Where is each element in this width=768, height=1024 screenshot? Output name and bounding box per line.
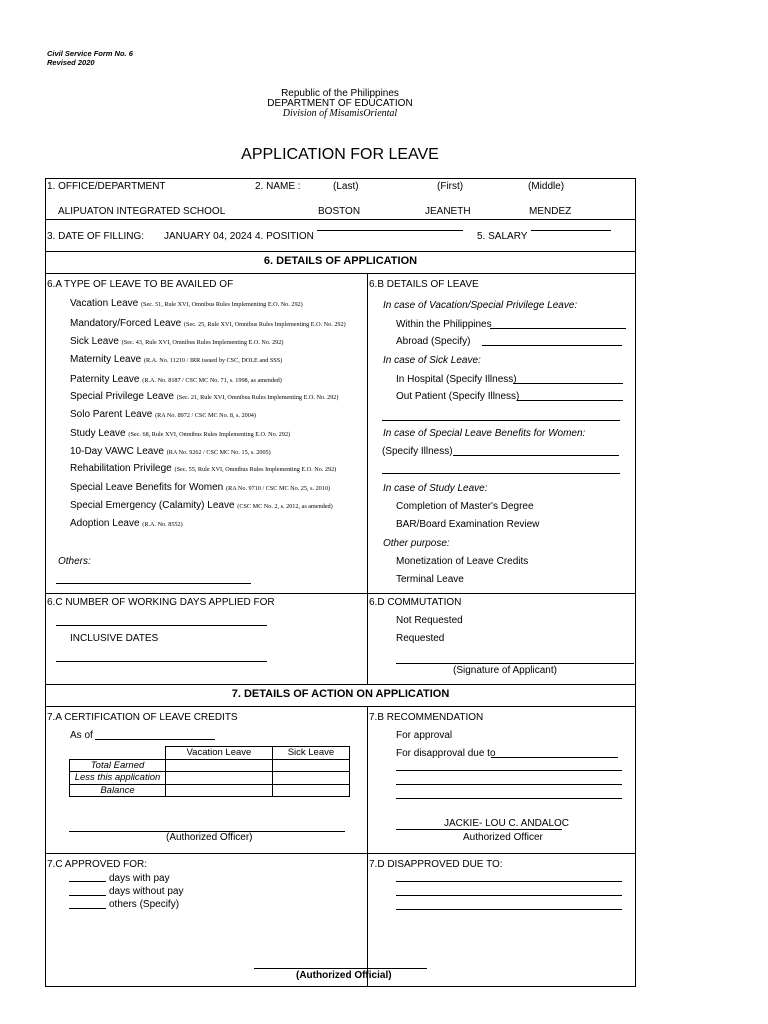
authorized-officer-label: (Authorized Officer) [166,832,253,843]
section6d-label: 6.D COMMUTATION [369,597,462,608]
authorized-official-signature-field[interactable] [254,968,427,969]
leave-type-name: Special Privilege Leave [70,391,174,402]
disapproval-reason-field[interactable] [491,757,618,758]
first-name-value[interactable]: JEANETH [425,206,471,217]
section7c-label: 7.C APPROVED FOR: [47,859,148,870]
leave-type-name: Solo Parent Leave [70,409,153,420]
divider [45,853,636,854]
salary-label: 5. SALARY [477,231,528,242]
leave-type-option[interactable] [70,518,183,529]
other-purpose-heading: Other purpose: [383,538,450,549]
table-row [70,759,350,772]
authorized-official-label: (Authorized Official) [296,970,392,981]
leave-type-option[interactable] [70,463,336,474]
in-hospital-field[interactable] [513,383,623,384]
less-application-label: Less this application [70,772,166,785]
sick-heading: In case of Sick Leave: [383,355,481,366]
vacation-heading: In case of Vacation/Special Privilege Leave: [383,300,578,311]
sick-balance-cell[interactable] [272,784,349,797]
disapproval-reason-line[interactable] [396,770,622,771]
divider [45,251,636,252]
table-row [70,784,350,797]
disapproval-reason-line[interactable] [396,784,622,785]
leave-type-name: Adoption Leave [70,518,140,529]
leave-type-reference: (Sec. 68, Rule XVI, Omnibus Rules Implementing E.O. No. 292) [128,431,291,438]
leave-type-reference: (RA No. 8972 / CSC MC No. 8, s. 2004) [155,412,256,419]
form-number: Civil Service Form No. 6 [47,49,133,58]
section7d-label: 7.D DISAPPROVED DUE TO: [369,859,503,870]
leave-type-name: Vacation Leave [70,298,139,309]
sick-less-cell[interactable] [272,772,349,785]
leave-type-reference: (R.A. No. 11210 / IRR issued by CSC, DOLE and SSS) [143,357,283,364]
leave-type-option[interactable] [70,428,290,439]
leave-type-name: Study Leave [70,428,126,439]
frame-bottom [45,986,636,987]
masters-degree-option[interactable]: Completion of Master's Degree [396,501,534,512]
leave-type-reference: (R.A. No. 8187 / CSC MC No. 71, s. 1998, as amended) [142,377,282,384]
sick-extra-field[interactable] [382,420,620,421]
leave-type-option[interactable] [70,446,271,457]
in-hospital-label: In Hospital (Specify Illness) [396,374,517,385]
last-name-value[interactable]: BOSTON [318,206,361,217]
section6b-label: 6.B DETAILS OF LEAVE [369,279,479,290]
section7-heading: 7. DETAILS OF ACTION ON APPLICATION [231,688,450,700]
leave-type-reference: (Sec. 51, Rule XVI, Omnibus Rules Implementing E.O. No. 292) [140,301,303,308]
frame-left [45,178,46,987]
frame-right [635,178,636,987]
page-title: APPLICATION FOR LEAVE [241,146,439,163]
leave-type-name: Special Emergency (Calamity) Leave [70,500,235,511]
leave-type-reference: (RA No. 9262 / CSC MC No. 15, s. 2005) [166,449,271,456]
vacation-balance-cell[interactable] [166,784,273,797]
column-divider [367,706,368,987]
out-patient-label: Out Patient (Specify Illness) [396,391,520,402]
leave-type-name: Maternity Leave [70,354,142,365]
sick-leave-header: Sick Leave [272,747,349,760]
divider [45,273,636,274]
form-revision: Revised 2020 [47,58,95,67]
leave-credits-table [69,746,350,797]
signature-label: (Signature of Applicant) [453,665,557,676]
position-field[interactable] [317,230,463,231]
study-heading: In case of Study Leave: [383,483,488,494]
vacation-total-earned-cell[interactable] [166,759,273,772]
days-without-pay-field[interactable] [69,895,106,896]
name-label: 2. NAME : [255,181,301,192]
as-of-label: As of [70,730,93,741]
salary-field[interactable] [531,230,611,231]
first-name-label: (First) [437,181,464,192]
leave-type-name: Special Leave Benefits for Women [70,482,224,493]
section6a-label: 6.A TYPE OF LEAVE TO BE AVAILED OF [47,279,234,290]
within-philippines-label: Within the Philippines [396,319,492,330]
specify-illness-label: (Specify Illness) [382,446,453,457]
section7a-label: 7.A CERTIFICATION OF LEAVE CREDITS [47,712,238,723]
for-approval-option[interactable]: For approval [396,730,453,741]
women-heading: In case of Special Leave Benefits for Women: [383,428,586,439]
leave-type-reference: (R.A. No. 8552) [142,521,183,528]
others-specify-field[interactable] [69,908,106,909]
as-of-field[interactable] [95,739,215,740]
date-label: 3. DATE OF FILLING: [47,231,145,242]
table-row [70,772,350,785]
leave-type-option[interactable] [70,318,346,329]
signature-field[interactable] [396,663,634,664]
abroad-label: Abroad (Specify) [396,336,471,347]
leave-type-name: Paternity Leave [70,374,140,385]
days-with-pay-field[interactable] [69,881,106,882]
leave-type-reference: (RA No. 9710 / CSC MC No. 25, s. 2010) [226,485,331,492]
inclusive-dates-field[interactable] [56,661,267,662]
others-label: Others: [58,556,91,567]
divider [45,684,636,685]
middle-name-value[interactable]: MENDEZ [529,206,572,217]
leave-type-reference: (Sec. 43, Rule XVI, Omnibus Rules Implementing E.O. No. 292) [121,339,284,346]
office-label: 1. OFFICE/DEPARTMENT [47,181,166,192]
leave-type-option[interactable] [70,354,282,365]
days-with-pay-label: days with pay [109,873,170,884]
requested-option[interactable]: Requested [396,633,445,644]
leave-type-option[interactable] [70,500,333,511]
terminal-leave-option[interactable]: Terminal Leave [396,574,464,585]
leave-type-option[interactable] [70,374,282,385]
leave-type-option[interactable] [70,482,330,493]
out-patient-field[interactable] [517,400,623,401]
table-header-row [70,747,350,760]
leave-type-option[interactable] [70,391,338,402]
within-philippines-field[interactable] [490,328,626,329]
divider [45,219,636,220]
last-name-label: (Last) [333,181,359,192]
divider [45,706,636,707]
section6c-label: 6.C NUMBER OF WORKING DAYS APPLIED FOR [47,597,275,608]
office-value[interactable]: ALIPUATON INTEGRATED SCHOOL [58,206,226,217]
divider [45,593,636,594]
vacation-leave-header: Vacation Leave [166,747,273,760]
frame-top [45,178,636,179]
specify-illness-field[interactable] [453,455,619,456]
table-corner-cell [70,747,166,760]
leave-type-reference: (Sec. 55, Rule XVI, Omnibus Rules Implementing E.O. No. 292) [174,466,337,473]
monetization-option[interactable]: Monetization of Leave Credits [396,556,529,567]
section7b-label: 7.B RECOMMENDATION [369,712,484,723]
officer-title: Authorized Officer [463,832,543,843]
for-disapproval-option[interactable]: For disapproval due to [396,748,496,759]
leave-type-reference: (Sec. 21, Rule XVI, Omnibus Rules Implementing E.O. No. 292) [176,394,339,401]
officer-name: JACKIE- LOU C. ANDALOC [444,818,570,829]
section6-heading: 6. DETAILS OF APPLICATION [263,255,418,267]
republic-label: Republic of the Philippines [281,88,399,99]
others-specify-label: others (Specify) [109,899,180,910]
leave-type-option[interactable] [70,298,303,309]
not-requested-option[interactable]: Not Requested [396,615,463,626]
balance-label: Balance [70,784,166,797]
women-extra-field[interactable] [382,473,620,474]
others-field[interactable] [56,583,251,584]
days-without-pay-label: days without pay [109,886,184,897]
disapproval-reason-line[interactable] [396,798,622,799]
abroad-field[interactable] [482,345,622,346]
middle-name-label: (Middle) [528,181,565,192]
division-label: Division of MisamisOriental [282,108,398,119]
leave-type-name: Mandatory/Forced Leave [70,318,182,329]
leave-type-reference: (Sec. 25, Rule XVI, Omnibus Rules Implementing E.O. No. 292) [183,321,346,328]
total-earned-label: Total Earned [70,759,166,772]
disapproved-reason-line[interactable] [396,909,622,910]
column-divider [367,273,368,684]
date-value[interactable]: JANUARY 04, 2024 [164,231,253,242]
disapproved-reason-line[interactable] [396,895,622,896]
leave-type-option[interactable] [70,409,256,420]
leave-type-name: Rehabilitation Privilege [70,463,172,474]
inclusive-dates-label: INCLUSIVE DATES [70,633,159,644]
leave-type-name: Sick Leave [70,336,119,347]
position-label: 4. POSITION [255,231,314,242]
bar-review-option[interactable]: BAR/Board Examination Review [396,519,540,530]
sick-total-earned-cell[interactable] [272,759,349,772]
officer-signature-line [396,829,562,830]
leave-type-name: 10-Day VAWC Leave [70,446,164,457]
leave-type-option[interactable] [70,336,283,347]
department-label: DEPARTMENT OF EDUCATION [267,98,413,109]
disapproved-reason-line[interactable] [396,881,622,882]
vacation-less-cell[interactable] [166,772,273,785]
leave-type-reference: (CSC MC No. 2, s. 2012, as amended) [237,503,333,510]
working-days-field[interactable] [56,625,267,626]
